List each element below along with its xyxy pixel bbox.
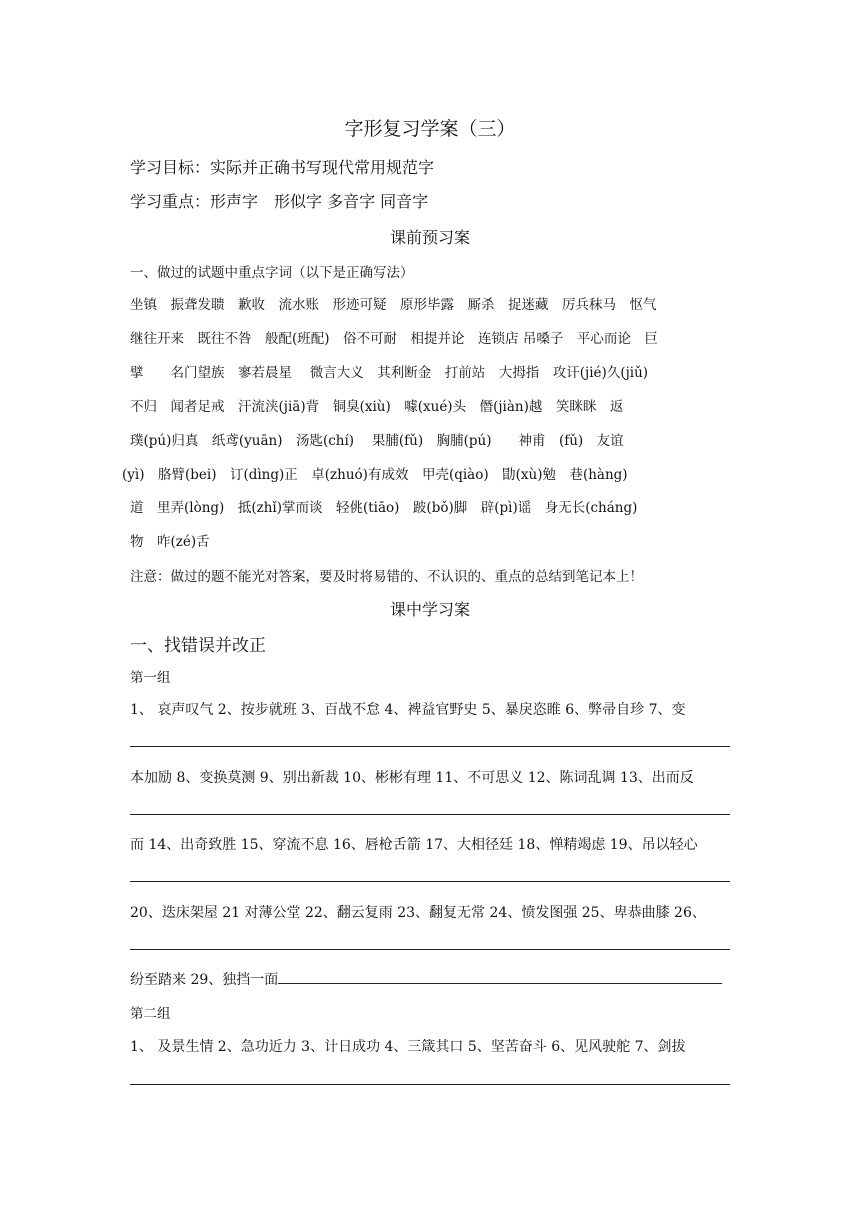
group1-label: 第一组 — [130, 670, 171, 686]
vocab-line: 不归 闻者足戒 汗流浃(jiā)背 铜臭(xiù) 噱(xué)头 僭(jiàn)越 笑眯眯 返 — [130, 399, 624, 415]
exercise-line: 1、 及景生情 2、急功近力 3、计日成功 4、三箴其口 5、坚苦奋斗 6、见风驶舵 7、剑拔 — [130, 1039, 686, 1055]
vocab-line: 坐镇 振聋发聩 歉收 流水账 形迹可疑 原形毕露 厮杀 捉迷藏 厉兵秣马 怄气 — [130, 297, 657, 313]
learning-focus: 学习重点：形声字 形似字 多音字 同音字 — [130, 192, 429, 211]
class-heading: 课中学习案 — [389, 600, 470, 619]
vocab-line: (yì) 胳臂(bei) 订(dìng)正 卓(zhuó)有成效 甲壳(qiào) 勖(xù)勉 巷(hàng) — [122, 467, 628, 483]
vocab-line: 物 咋(zé)舌 — [130, 534, 210, 550]
preview-heading: 课前预习案 — [389, 228, 470, 247]
vocab-line: 璞(pú)归真 纸鸢(yuān) 汤匙(chí) 果脯(fǔ) 胸脯(pú) 神甫 (fǔ) 友谊 — [130, 433, 624, 449]
answer-line[interactable] — [130, 949, 730, 950]
exercise-line: 1、 哀声叹气 2、按步就班 3、百战不怠 4、裨益官野史 5、暴戾恣睢 6、弊帚自珍 7、变 — [130, 702, 686, 718]
answer-line[interactable] — [130, 881, 730, 882]
exercise-line: 纷至踏来 29、独挡一面 — [130, 972, 279, 988]
exercise-line-with-blank — [130, 969, 722, 989]
group2-label: 第二组 — [130, 1006, 171, 1022]
section-heading: 一、找错误并改正 — [130, 636, 266, 656]
study-note: 注意：做过的题不能光对答案，要及时将易错的、不认识的、重点的总结到笔记本上！ — [130, 569, 643, 585]
exercise-line: 20、迭床架屋 21 对薄公堂 22、翻云复雨 23、翻复无常 24、愤发图强 25、卑恭曲膝 26、 — [130, 905, 706, 921]
vocab-line: 擘 名门望族 寥若晨星 微言大义 其利断金 打前站 大拇指 攻讦(jié)久(jiǔ) — [130, 365, 649, 381]
exercise-line: 本加励 8、变换莫测 9、别出新裁 10、彬彬有理 11、不可思义 12、陈词乱调 13、出而反 — [130, 770, 694, 786]
answer-line[interactable] — [130, 746, 730, 747]
document-title: 字形复习学案（三） — [344, 118, 516, 140]
exercise-line: 而 14、出奇致胜 15、穿流不息 16、唇枪舌箭 17、大相径廷 18、惮精竭虑 19、吊以轻心 — [130, 837, 698, 853]
vocab-line: 继往开来 既往不咎 般配(班配) 俗不可耐 相提并论 连锁店 吊嗓子 平心而论 巨 — [130, 331, 658, 347]
answer-line[interactable] — [278, 969, 722, 984]
answer-line[interactable] — [130, 814, 730, 815]
answer-line[interactable] — [130, 1084, 730, 1085]
learning-objective: 学习目标：实际并正确书写现代常用规范字 — [130, 158, 435, 177]
preview-subheading: 一、做过的试题中重点字词（以下是正确写法） — [130, 265, 414, 281]
vocab-line: 道 里弄(lòng) 抵(zhǐ)掌而谈 轻佻(tiāo) 跛(bǒ)脚 辟(pì)谣 身无长(cháng) — [130, 500, 638, 516]
